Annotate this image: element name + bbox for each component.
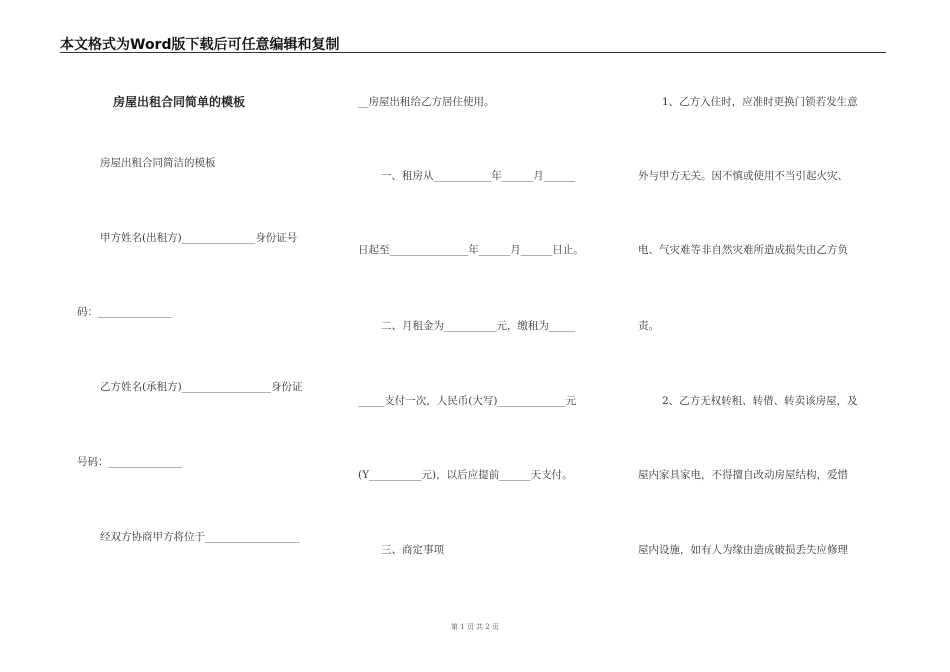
text-line: 三、商定事项: [381, 544, 444, 556]
header-divider: [60, 52, 886, 53]
text-line: 号码：______________: [77, 456, 182, 468]
text-line: 屋内设施，如有人为缘由造成破损丢失应修理: [638, 544, 848, 556]
text-line: 外与甲方无关。因不慎或使用不当引起火灾、: [638, 170, 848, 182]
text-line: 1、乙方入住时，应准时更换门锁若发生意: [662, 96, 858, 108]
text-line: 房屋出租合同简洁的模板: [100, 157, 216, 169]
text-line: 经双方协商甲方将位于__________________: [100, 531, 300, 543]
text-line: 屋内家具家电，不得擅自改动房屋结构，爱惜: [638, 469, 848, 481]
text-line: 日起至_______________年______月______日止。: [358, 244, 584, 256]
text-line: 乙方姓名(承租方)_________________身份证: [100, 381, 303, 393]
document-title: 房屋出租合同简单的模板: [113, 95, 246, 109]
text-line: 二、月租金为__________元，缴租为_____: [381, 320, 576, 332]
text-line: 2、乙方无权转租、转借、转卖该房屋，及: [662, 395, 858, 407]
text-line: 一、租房从___________年______月______: [381, 170, 576, 182]
text-line: (Y__________元)，以后应提前______天支付。: [358, 469, 573, 481]
text-line: 电、气灾难等非自然灾难所造成损失由乙方负: [638, 244, 848, 256]
page-footer: 第 1 页 共 2 页: [450, 623, 500, 631]
text-line: _____支付一次，人民币(大写)_____________元: [358, 395, 577, 407]
text-line: 责。: [638, 320, 659, 332]
page-header-title: 本文格式为Word版下载后可任意编辑和复制: [60, 37, 340, 53]
text-line: 甲方姓名(出租方)______________身份证号: [100, 232, 298, 244]
text-line: __房屋出租给乙方居住使用。: [358, 96, 495, 108]
text-line: 码：______________: [77, 306, 172, 318]
